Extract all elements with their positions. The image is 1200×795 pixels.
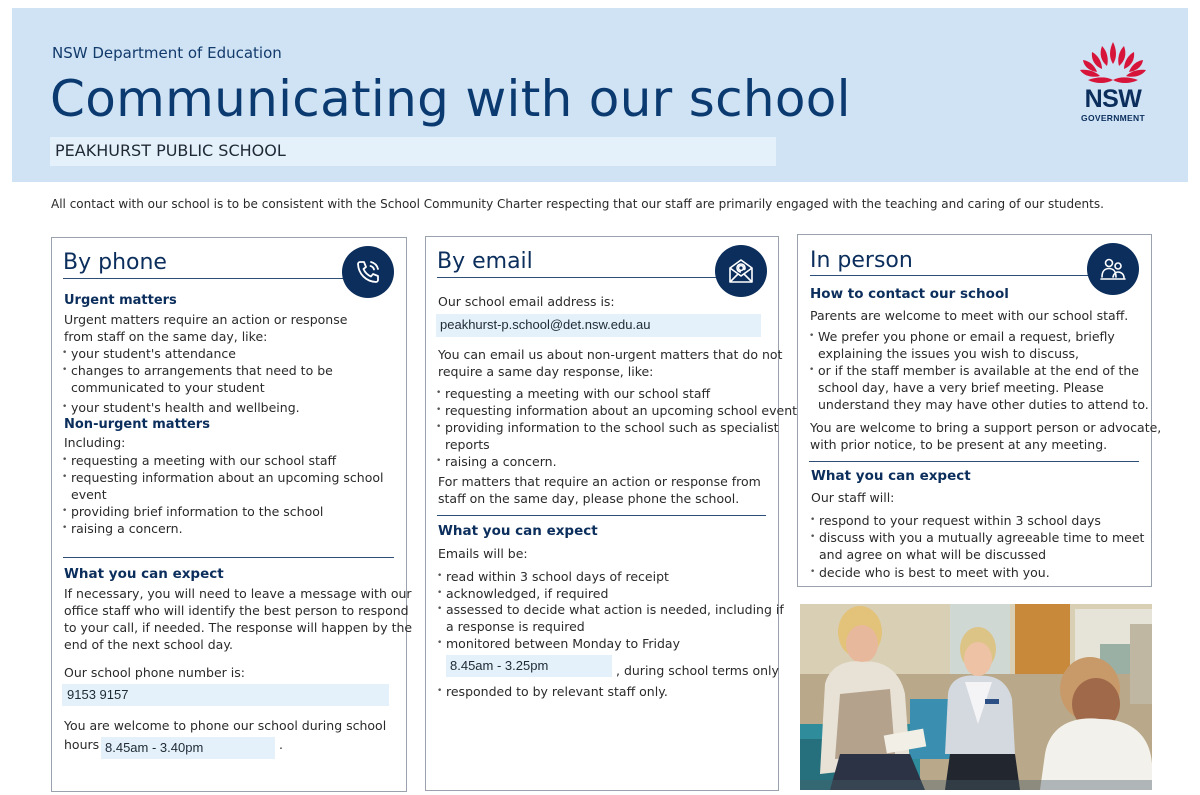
in-person-card-title: In person — [810, 248, 913, 273]
list-item-continued: a response is required — [446, 619, 585, 634]
support-person-line-2: with prior notice, to be present at any meeting. — [810, 437, 1108, 452]
list-item: • requesting a meeting with our school staff — [71, 452, 336, 469]
urgent-text-line-2: from staff on the same day, like: — [64, 329, 268, 344]
phone-expect-line-2: office staff who will identify the best person to respond — [64, 603, 409, 618]
phone-section-divider — [63, 557, 394, 558]
list-item: • providing brief information to the school — [71, 503, 323, 520]
list-item: • requesting a meeting with our school staff — [445, 385, 710, 402]
phone-title-rule — [63, 278, 353, 279]
list-item: • responded to by relevant staff only. — [446, 683, 668, 700]
phone-hours-period: . — [279, 737, 283, 752]
list-item: • raising a concern. — [71, 520, 183, 537]
email-section-divider — [437, 515, 766, 516]
list-item: • monitored between Monday to Friday — [446, 635, 680, 652]
email-title-rule — [437, 277, 721, 278]
email-address-label: Our school email address is: — [438, 294, 615, 309]
school-name: PEAKHURST PUBLIC SCHOOL — [55, 141, 286, 160]
envelope-icon — [715, 245, 767, 297]
list-item: • read within 3 school days of receipt — [446, 568, 669, 585]
phone-expect-line-3: to your call, if needed. The response will happen by the — [64, 620, 413, 635]
list-item: • raising a concern. — [445, 453, 557, 470]
email-urgent-line-1: For matters that require an action or response from — [438, 474, 761, 489]
department-name: NSW Department of Education — [52, 44, 282, 62]
urgent-text-line-1: Urgent matters require an action or response — [64, 312, 348, 327]
phone-hours-line-1: You are welcome to phone our school during school — [64, 718, 387, 733]
list-item: • or if the staff member is available at the end of the — [818, 362, 1139, 379]
phone-card-title: By phone — [63, 250, 167, 275]
email-address: peakhurst-p.school@det.nsw.edu.au — [440, 317, 651, 332]
waratah-icon — [1074, 40, 1152, 86]
email-expect-heading: What you can expect — [438, 523, 598, 539]
in-person-expect-intro: Our staff will: — [811, 490, 895, 505]
email-monitor-hours: 8.45am - 3.25pm — [450, 658, 549, 673]
list-item: • your student's health and wellbeing. — [71, 399, 300, 416]
list-item: • requesting information about an upcoming school event — [445, 402, 797, 419]
phone-hours-line-2: hours — [64, 737, 100, 752]
non-urgent-intro: Including: — [64, 435, 126, 450]
email-card-title: By email — [437, 249, 533, 274]
non-urgent-matters-heading: Non-urgent matters — [64, 417, 210, 432]
intro-statement: All contact with our school is to be consistent with the School Community Charter respecting that our staff are primarily engaged with the teaching and caring of our students. — [51, 197, 1104, 211]
nsw-government-logo — [1068, 40, 1158, 130]
logo-government-text: GOVERNMENT — [1081, 113, 1145, 123]
support-person-line-1: You are welcome to bring a support person or advocate, — [810, 420, 1162, 435]
email-expect-intro: Emails will be: — [438, 546, 528, 561]
list-item-continued: explaining the issues you wish to discuss, — [818, 346, 1079, 361]
in-person-expect-heading: What you can expect — [811, 468, 971, 484]
list-item-continued: event — [71, 487, 107, 502]
list-item: • respond to your request within 3 school days — [819, 512, 1101, 529]
list-item: • your student's attendance — [71, 345, 236, 362]
phone-expect-line-1: If necessary, you will need to leave a message with our — [64, 586, 412, 601]
in-person-title-rule — [810, 275, 1090, 276]
phone-expect-line-4: end of the next school day. — [64, 637, 233, 652]
list-item-continued: understand they may have other duties to attend to. — [818, 397, 1149, 412]
people-icon — [1087, 243, 1139, 295]
email-monitor-suffix: , during school terms only — [616, 663, 779, 678]
in-person-section-divider — [809, 461, 1139, 462]
list-item: • assessed to decide what action is needed, including if — [446, 601, 784, 618]
list-item: • acknowledged, if required — [446, 585, 608, 602]
list-item-continued: school day, have a very brief meeting. Please — [818, 380, 1104, 395]
email-nonurgent-line-2: require a same day response, like: — [438, 364, 654, 379]
page-title: Communicating with our school — [50, 70, 851, 128]
list-item-continued: and agree on what will be discussed — [819, 547, 1047, 562]
list-item-continued: reports — [445, 437, 490, 452]
list-item: • changes to arrangements that need to be — [71, 362, 333, 379]
email-urgent-line-2: staff on the same day, please phone the school. — [438, 491, 740, 506]
phone-icon — [342, 246, 394, 298]
how-to-contact-intro: Parents are welcome to meet with our school staff. — [810, 308, 1129, 323]
phone-hours: 8.45am - 3.40pm — [105, 740, 204, 755]
list-item: • providing information to the school such as specialist — [445, 419, 779, 436]
list-item: • discuss with you a mutually agreeable time to meet — [819, 529, 1144, 546]
list-item: • requesting information about an upcoming school — [71, 469, 383, 486]
email-nonurgent-line-1: You can email us about non-urgent matters that do not — [438, 347, 783, 362]
phone-number-label: Our school phone number is: — [64, 665, 245, 680]
how-to-contact-heading: How to contact our school — [810, 286, 1009, 302]
meeting-photo — [800, 604, 1152, 790]
list-item-continued: communicated to your student — [71, 380, 265, 395]
list-item: • We prefer you phone or email a request, briefly — [818, 328, 1115, 345]
list-item: • decide who is best to meet with you. — [819, 564, 1050, 581]
phone-expect-heading: What you can expect — [64, 566, 224, 582]
logo-nsw-text: NSW — [1084, 85, 1142, 113]
phone-number: 9153 9157 — [67, 687, 129, 702]
urgent-matters-heading: Urgent matters — [64, 293, 177, 308]
